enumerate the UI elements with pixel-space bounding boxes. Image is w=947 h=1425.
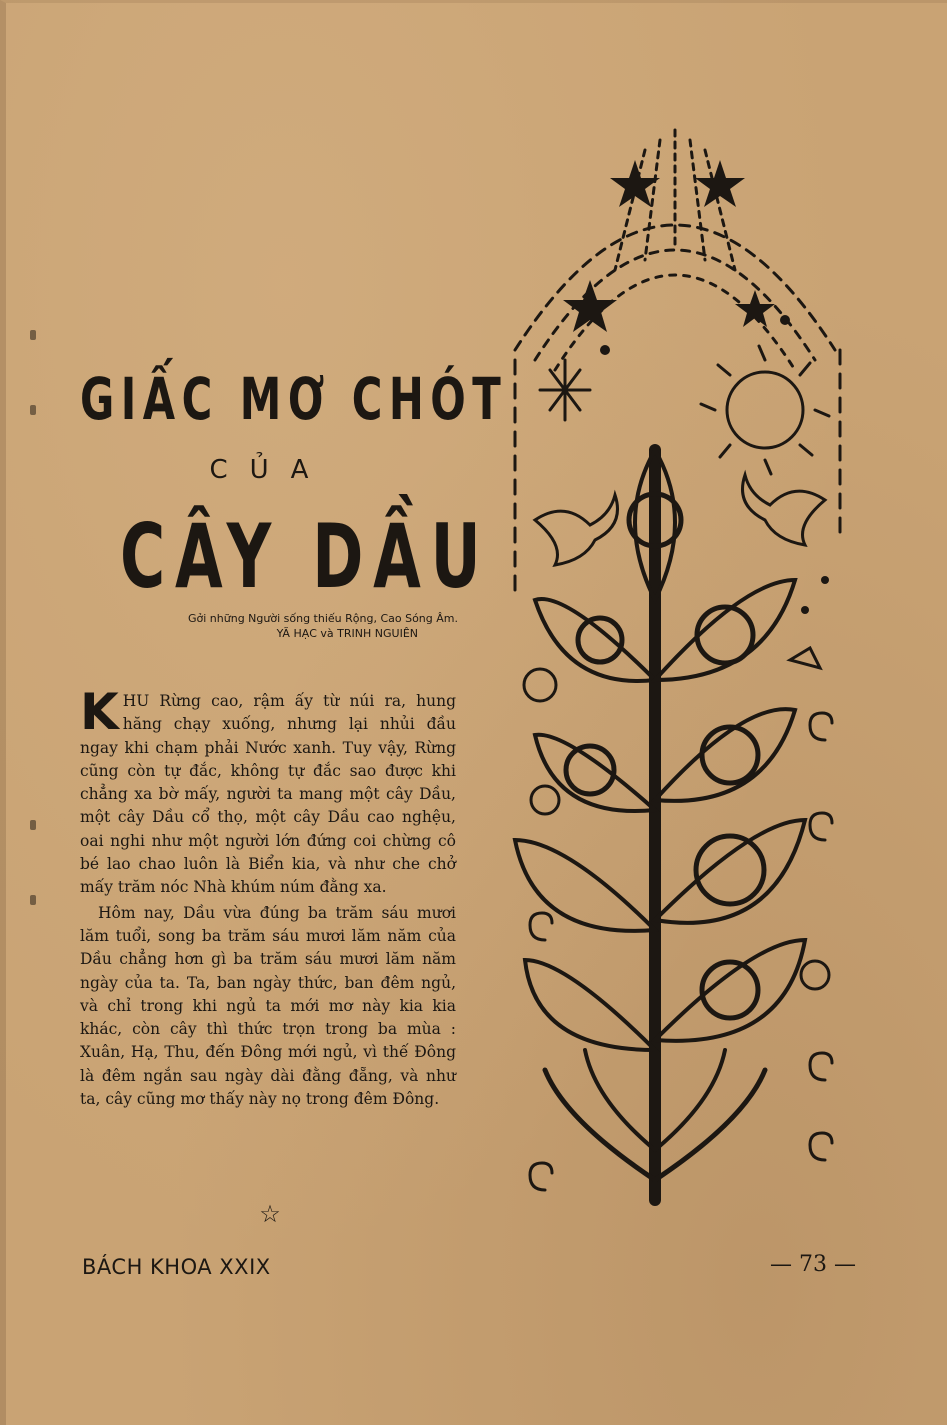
dedication-authors: YÃ HẠC và TRINH NGUIÊN: [276, 627, 418, 640]
magazine-name: BÁCH KHOA XXIX: [82, 1255, 271, 1279]
dedication-line-1: Gởi những Người sống thiếu Rộng, Cao Sóng Âm.: [188, 612, 458, 625]
binding-hole: [30, 330, 36, 340]
page-number: — 73 —: [770, 1252, 856, 1277]
title-line-2: CỦA: [209, 455, 331, 485]
paragraph-1-text: HU Rừng cao, rậm ấy từ núi ra, hung hăng chạy xuống, nhưng lại nhủi đầu ngay khi chạm phải Nước xanh. Tuy vậy, Rừng cũng còn tự đắc, không tự đắc sao được khi chẳng xa bờ mấy, người ta mang một cây Dầu, một cây Dầu cổ thọ, một cây Dầu cao nghệu, oai nghi như một người lớn đứng coi chừng cô bé lao chao luôn là Biển kia, và như che chở mấy trăm nóc Nhà khúm núm đằng xa.: [80, 692, 456, 897]
binding-hole: [30, 820, 36, 830]
binding-hole: [30, 405, 36, 415]
article-body: [80, 683, 456, 1111]
paragraph-1: [80, 683, 456, 900]
drop-cap: K: [80, 683, 119, 741]
title-line-3: CÂY DẦU: [120, 505, 491, 608]
dedication: [98, 611, 458, 641]
star-separator: ☆: [259, 1200, 281, 1228]
title-line-1: GIẤC MƠ CHÓT: [80, 365, 508, 433]
paragraph-2: Hôm nay, Dầu vừa đúng ba trăm sáu mươi lăm tuổi, song ba trăm sáu mươi lăm năm của Dầu chẳng hơn gì ba trăm sáu mươi lăm năm ngày của ta. Ta, ban ngày thức, ban đêm ngủ, và chỉ trong khi ngủ ta mới mơ này kia kia khác, còn cây thì thức trọn trong ba mùa : Xuân, Hạ, Thu, đến Đông mới ngủ, vì thế Đông là đêm ngắn sau ngày dài đằng đẵng, và như ta, cây cũng mơ thấy này nọ trong đêm Đông.: [80, 903, 456, 1109]
tree-of-life-woodcut-icon: [505, 120, 860, 1210]
binding-hole: [30, 895, 36, 905]
